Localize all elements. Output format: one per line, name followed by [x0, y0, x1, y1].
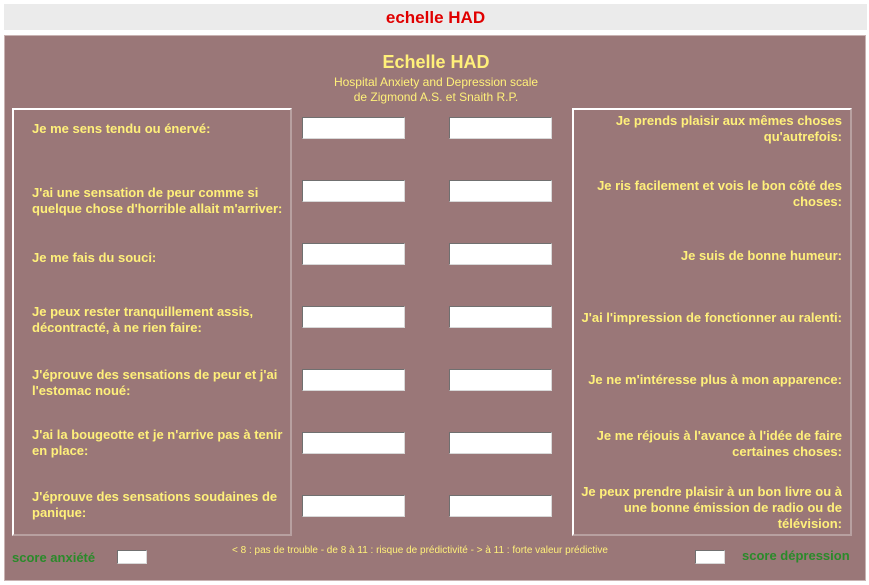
- had-form-panel: [4, 35, 866, 581]
- depression-answer-3[interactable]: [449, 243, 552, 265]
- score-depression-label: score dépression: [742, 548, 850, 563]
- depression-question-6: Je me réjouis à l'avance à l'idée de faire certaines choses:: [596, 428, 842, 459]
- depression-answer-5[interactable]: [449, 369, 552, 391]
- depression-question-4: J'ai l'impression de fonctionner au ralenti:: [581, 310, 842, 325]
- depression-questions-box: [572, 108, 852, 536]
- depression-question-3: Je suis de bonne humeur:: [680, 248, 842, 263]
- anxiety-questions-box: [12, 108, 292, 536]
- anxiety-answer-6[interactable]: [302, 432, 405, 454]
- form-title: Echelle HAD: [382, 52, 490, 72]
- depression-question-2: Je ris facilement et vois le bon côté des choses:: [597, 178, 842, 209]
- anxiety-answer-4[interactable]: [302, 306, 405, 328]
- anxiety-answer-1[interactable]: [302, 117, 405, 139]
- anxiety-question-6: J'ai la bougeotte et je n'arrive pas à tenir en place:: [32, 427, 283, 458]
- depression-answer-1[interactable]: [449, 117, 552, 139]
- score-legend: < 8 : pas de trouble - de 8 à 11 : risque de prédictivité - > à 11 : forte valeur prédictive: [232, 545, 608, 556]
- depression-answer-7[interactable]: [449, 495, 552, 517]
- depression-question-5: Je ne m'intéresse plus à mon apparence:: [588, 372, 842, 387]
- depression-question-7: Je peux prendre plaisir à un bon livre ou à une bonne émission de radio ou de télévision:: [581, 484, 842, 531]
- anxiety-question-1: Je me sens tendu ou énervé:: [32, 121, 211, 136]
- anxiety-answer-3[interactable]: [302, 243, 405, 265]
- anxiety-answer-7[interactable]: [302, 495, 405, 517]
- depression-answer-2[interactable]: [449, 180, 552, 202]
- anxiety-answer-5[interactable]: [302, 369, 405, 391]
- depression-answer-4[interactable]: [449, 306, 552, 328]
- top-title-bar: [4, 4, 867, 30]
- depression-answer-6[interactable]: [449, 432, 552, 454]
- anxiety-question-3: Je me fais du souci:: [32, 250, 157, 265]
- anxiety-question-2: J'ai une sensation de peur comme si quelque chose d'horrible allait m'arriver:: [32, 185, 283, 216]
- form-subtitle-line1: Hospital Anxiety and Depression scale: [333, 75, 539, 89]
- anxiety-question-4: Je peux rester tranquillement assis, décontracté, à ne rien faire:: [32, 304, 254, 335]
- depression-question-1: Je prends plaisir aux mêmes choses qu'autrefois:: [615, 113, 842, 144]
- score-depression-input[interactable]: [695, 550, 725, 564]
- score-anxiety-label: score anxiété: [12, 550, 96, 565]
- anxiety-question-5: J'éprouve des sensations de peur et j'ai l'estomac noué:: [32, 367, 278, 398]
- page-title: echelle HAD: [385, 8, 486, 27]
- form-subtitle-line2: de Zigmond A.S. et Snaith R.P.: [353, 90, 519, 104]
- anxiety-answer-2[interactable]: [302, 180, 405, 202]
- anxiety-question-7: J'éprouve des sensations soudaines de panique:: [32, 489, 278, 520]
- score-anxiety-input[interactable]: [117, 550, 147, 564]
